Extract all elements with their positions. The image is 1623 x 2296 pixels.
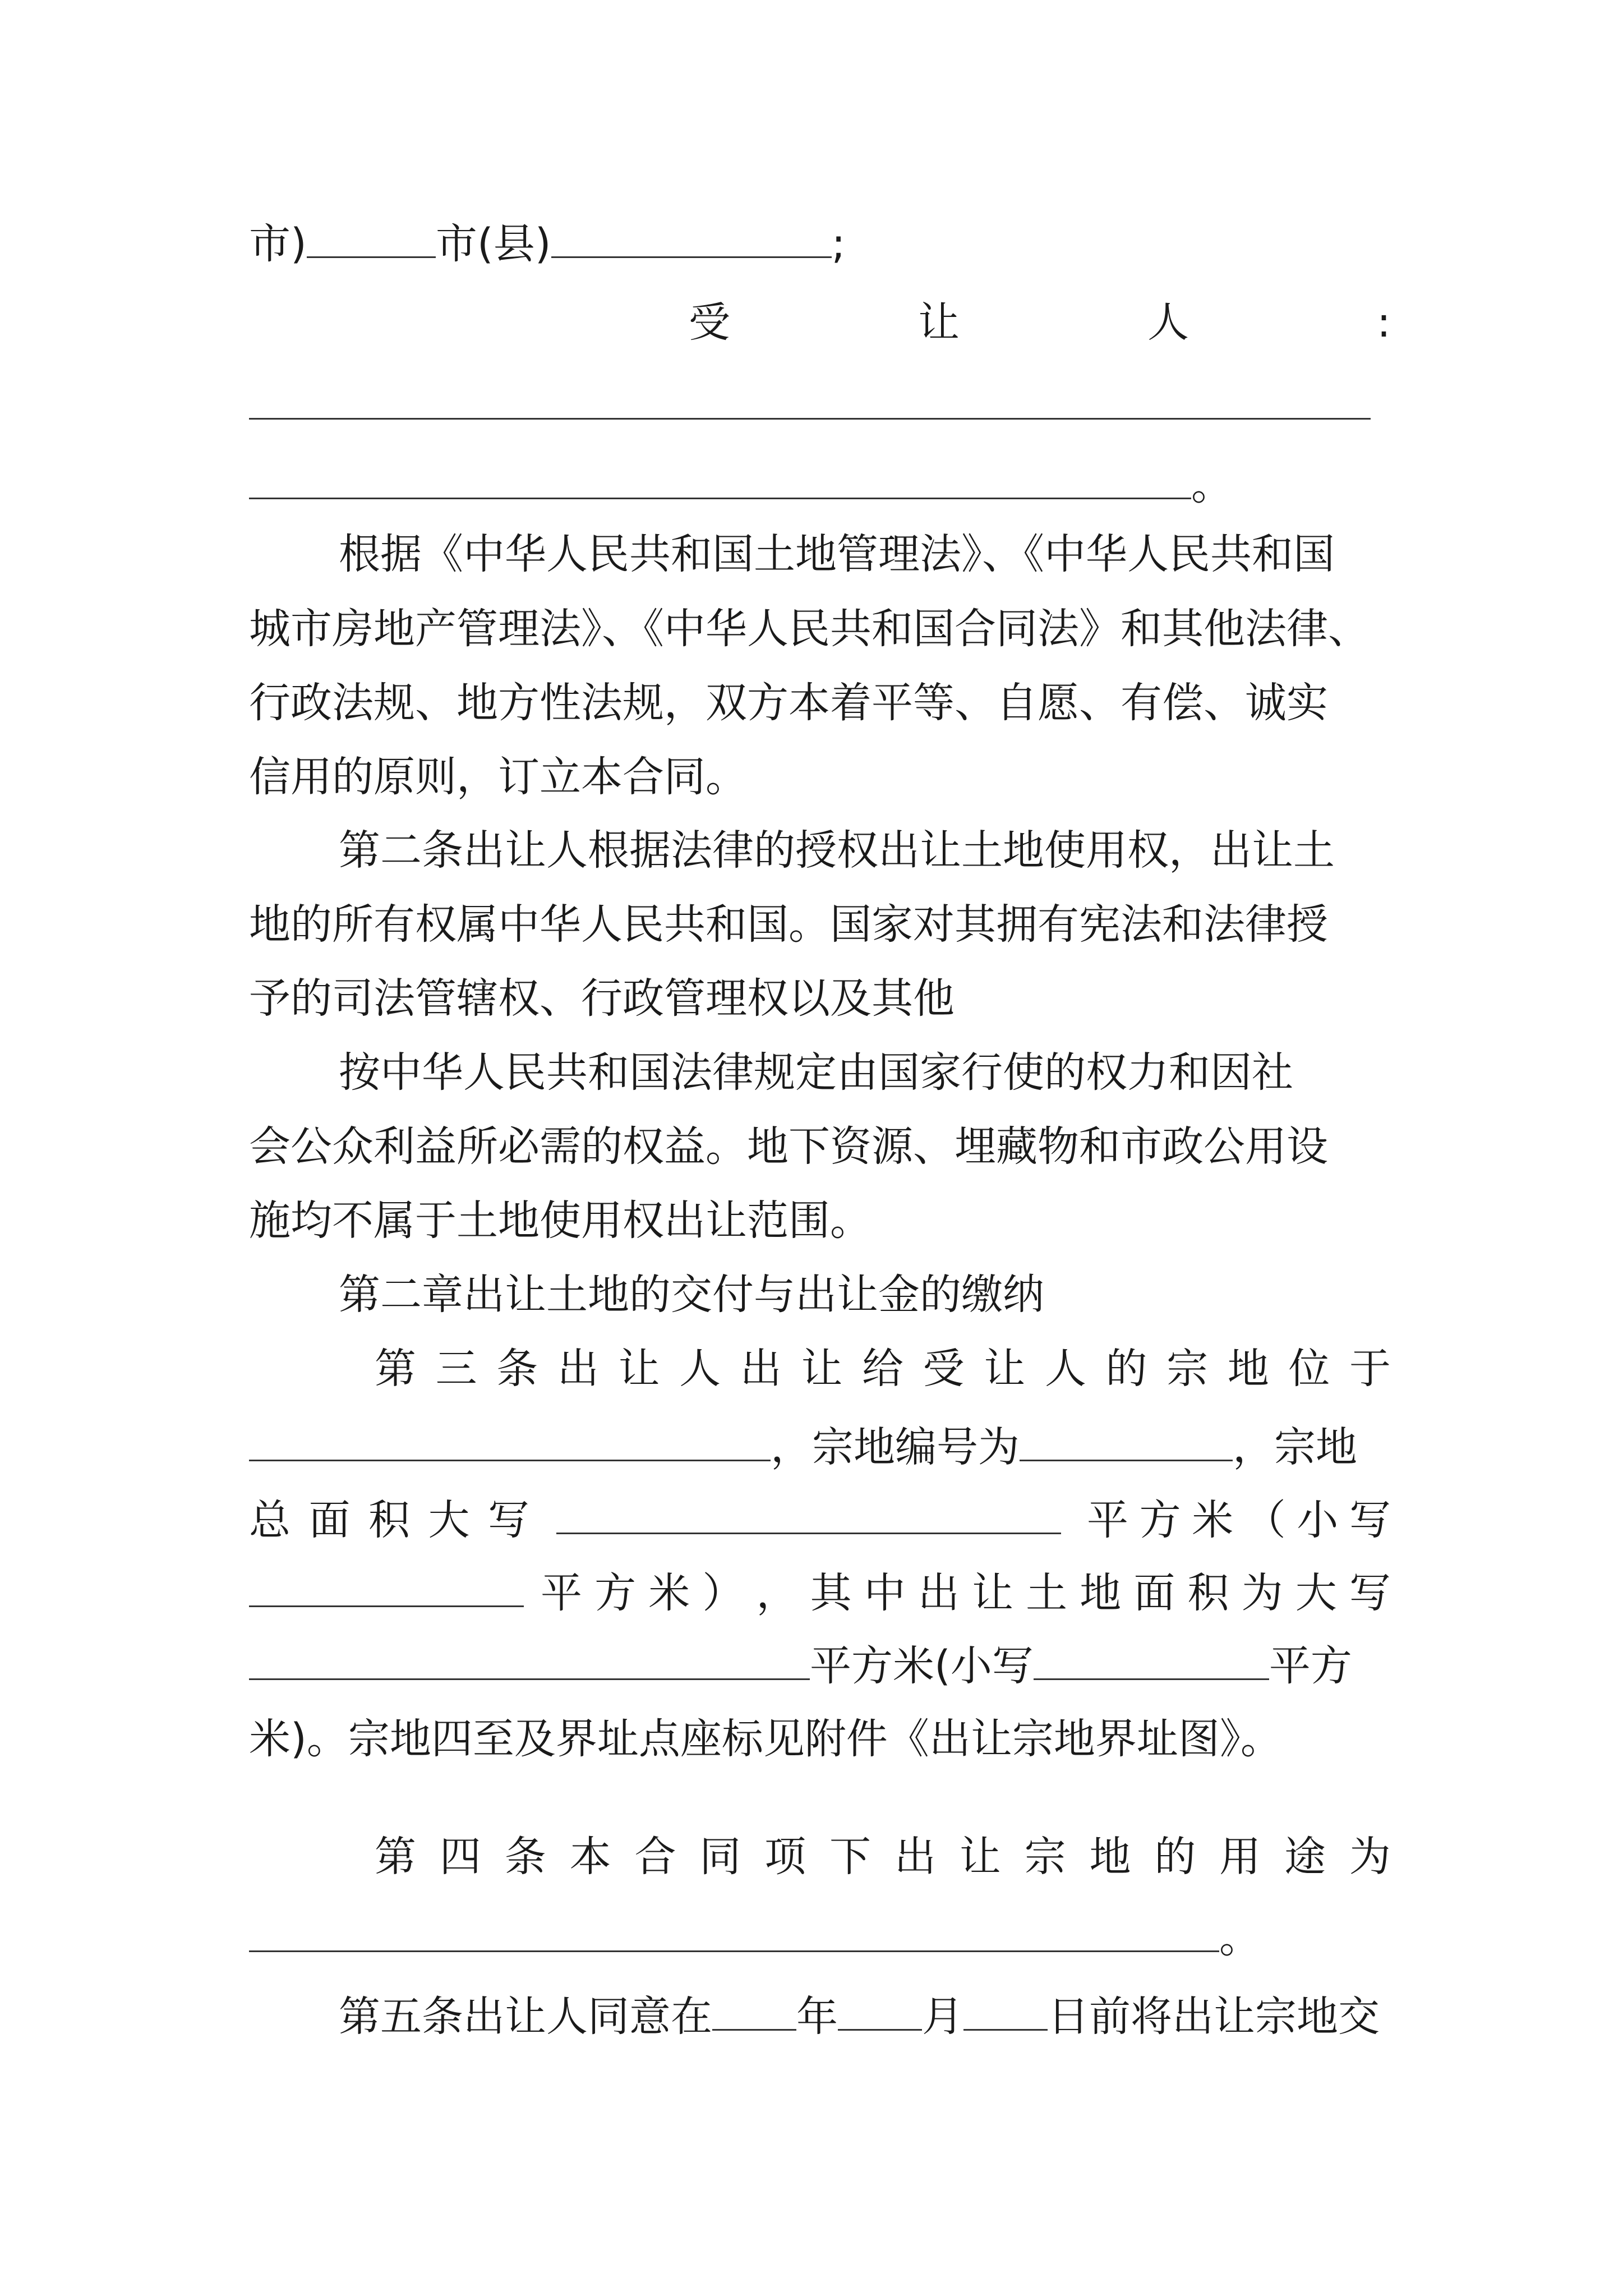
char: ）: [702, 1569, 744, 1617]
char: 大: [428, 1496, 470, 1544]
char: 第: [375, 1833, 416, 1881]
para3-line-3: 施均不属于土地使用权出让范围。: [249, 1197, 872, 1245]
article3-line-2: [249, 1416, 1391, 1478]
char: 条: [496, 1345, 538, 1393]
char: 四: [439, 1833, 481, 1881]
label-char: :: [1377, 298, 1391, 347]
char: 出: [894, 1833, 936, 1881]
parcel-label: ，宗地: [1233, 1423, 1357, 1471]
char: 人: [679, 1345, 721, 1393]
article4-line-2: [249, 1907, 1391, 1969]
char: 写: [488, 1496, 529, 1544]
transferee-line-2: [249, 454, 1391, 516]
char: 人: [1044, 1345, 1086, 1393]
char: 的: [1154, 1833, 1196, 1881]
blank-parcel-number[interactable]: [1020, 1420, 1233, 1461]
char: ，: [756, 1569, 798, 1617]
label-char: 受: [689, 298, 730, 347]
total-area-label: [249, 1489, 529, 1551]
para3-line-1: 按中华人民共和国法律规定由国家行使的权力和因社: [339, 1048, 1293, 1097]
char: 地: [1089, 1833, 1131, 1881]
month-label: 月: [922, 1993, 963, 2041]
char: 面: [308, 1496, 351, 1544]
blank-total-area-upper[interactable]: [556, 1493, 1061, 1534]
char: 地: [1227, 1345, 1269, 1393]
article3-line-6: 米)。宗地四至及界址点座标见附件《出让宗地界址图》。: [249, 1715, 1282, 1763]
article5-line-1: [339, 1986, 1391, 2047]
article3-line-1: [375, 1338, 1391, 1400]
char: 中: [864, 1569, 906, 1617]
header-text-city: 市): [249, 220, 307, 268]
char: 平: [1087, 1496, 1128, 1544]
char: 出: [557, 1345, 599, 1393]
char: 出: [917, 1569, 960, 1617]
char: 方: [594, 1569, 637, 1617]
article3-line-5: [249, 1635, 1391, 1697]
article5-text: 第五条出让人同意在: [339, 1993, 712, 2041]
char: 用: [1219, 1833, 1261, 1881]
transferee-label: [689, 292, 1391, 353]
parcel-number-label: ，宗地编号为: [771, 1423, 1020, 1471]
char: 面: [1133, 1569, 1175, 1617]
header-text-county: 市(县): [435, 220, 551, 268]
blank-day[interactable]: [963, 1990, 1048, 2031]
para3-line-2: 会公众利益所必需的权益。地下资源、埋藏物和市政公用设: [249, 1122, 1328, 1171]
sqm-label: 平方: [1269, 1642, 1352, 1690]
char: 的: [1105, 1345, 1147, 1393]
char: 让: [972, 1569, 1013, 1617]
char: 写: [1349, 1496, 1391, 1544]
blank-transfer-area-upper[interactable]: [249, 1639, 810, 1680]
end-period: 。: [1191, 461, 1233, 509]
blank-month[interactable]: [838, 1990, 922, 2031]
char: 为: [1241, 1569, 1283, 1617]
char: 方: [1139, 1496, 1181, 1544]
char: 途: [1284, 1833, 1326, 1881]
para1-line-4: 信用的原则，订立本合同。: [249, 753, 747, 801]
year-label: 年: [796, 1993, 838, 2041]
article2-line-1: 第二条出让人根据法律的授权出让土地使用权，出让土: [339, 826, 1335, 875]
char: 宗: [1024, 1833, 1066, 1881]
char: 米: [648, 1569, 690, 1617]
char: 出: [740, 1345, 782, 1393]
char: （: [1244, 1496, 1286, 1544]
para1-line-3: 行政法规、地方性法规，双方本着平等、自愿、有偿、诚实: [249, 679, 1328, 727]
char: 同: [699, 1833, 741, 1881]
para1-line-2: 城市房地产管理法》、《中华人民共和国合同法》和其他法律、: [249, 605, 1370, 653]
blank-transfer-area-small[interactable]: [1034, 1639, 1269, 1680]
char: 积: [368, 1496, 410, 1544]
char: 受: [923, 1345, 965, 1393]
char: 地: [1080, 1569, 1122, 1617]
article3-line-4: [249, 1562, 1391, 1624]
char: 下: [829, 1833, 872, 1881]
transfer-area-label: [541, 1562, 1391, 1624]
blank-transferee-line-2[interactable]: [249, 458, 1191, 499]
char: 写: [1349, 1569, 1391, 1617]
char: 为: [1349, 1833, 1391, 1881]
char: 合: [634, 1833, 676, 1881]
char: 让: [801, 1345, 843, 1393]
char: 给: [862, 1345, 903, 1393]
article3-line-3: [249, 1489, 1391, 1551]
char: 条: [504, 1833, 546, 1881]
char: 积: [1187, 1569, 1229, 1617]
char: 三: [435, 1345, 477, 1393]
sqm-small-label-2: 平方米(小写: [810, 1642, 1034, 1690]
char: 土: [1026, 1569, 1068, 1617]
char: 让: [618, 1345, 660, 1393]
label-char: 人: [1147, 298, 1189, 347]
char: 让: [984, 1345, 1026, 1393]
char: 小: [1297, 1496, 1339, 1544]
char: 第: [375, 1345, 416, 1393]
char: 位: [1288, 1345, 1330, 1393]
blank-transferee-line-1[interactable]: [249, 418, 1371, 420]
header-line: [249, 213, 1391, 275]
char: 大: [1295, 1569, 1337, 1617]
char: 于: [1349, 1345, 1391, 1393]
chapter2-heading: 第二章出让土地的交付与出让金的缴纳: [339, 1271, 1044, 1319]
char: 本: [569, 1833, 611, 1881]
char: 宗: [1166, 1345, 1209, 1393]
blank-city[interactable]: [307, 217, 436, 258]
char: 让: [959, 1833, 1001, 1881]
label-char: 让: [918, 298, 960, 347]
char: 平: [541, 1569, 582, 1617]
header-semicolon: ;: [831, 220, 846, 268]
char: 其: [810, 1569, 852, 1617]
blank-county[interactable]: [551, 217, 832, 258]
blank-total-area-small[interactable]: [249, 1566, 524, 1607]
article2-line-3: 予的司法管辖权、行政管理权以及其他: [249, 974, 955, 1023]
blank-land-use[interactable]: [249, 1911, 1219, 1952]
char: 米: [1192, 1496, 1234, 1544]
article4-line-1: [375, 1826, 1391, 1888]
end-period-2: 。: [1219, 1914, 1261, 1962]
char: 总: [249, 1496, 291, 1544]
blank-year[interactable]: [712, 1990, 796, 2031]
char: 项: [764, 1833, 806, 1881]
article2-line-2: 地的所有权属中华人民共和国。国家对其拥有宪法和法律授: [249, 900, 1328, 949]
para1-line-1: 根据《中华人民共和国土地管理法》、《中华人民共和国: [339, 530, 1335, 578]
sqm-small-label: [1087, 1489, 1391, 1551]
day-label: 日前将出让宗地交: [1048, 1993, 1380, 2041]
blank-parcel-location[interactable]: [249, 1420, 771, 1461]
